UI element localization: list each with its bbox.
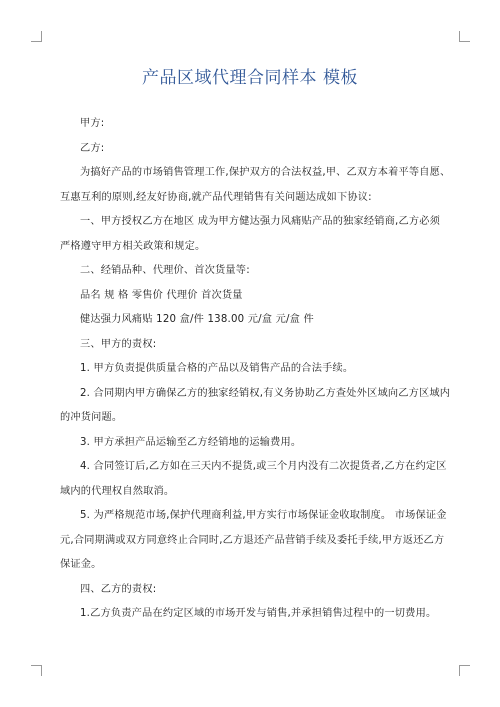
paragraph-line: 四、乙方的责权: xyxy=(80,583,157,595)
paragraph-line: 域内的代理权自然取消。 xyxy=(60,485,175,497)
paragraph-line: 1.乙方负责产品在约定区域的市场开发与销售,并承担销售过程中的一切费用。 xyxy=(80,608,437,619)
paragraph-line: 4. 合同签订后,乙方如在三天内不提货,或三个月内没有二次提货者,乙方在约定区 xyxy=(80,461,447,472)
corner-mark-bottom-left xyxy=(31,665,42,676)
document-body xyxy=(60,112,451,627)
paragraph-line: 甲方: xyxy=(80,118,105,129)
paragraph-line: 品名 规 格 零售价 代理价 首次货量 xyxy=(80,289,243,301)
paragraph-line: 元,合同期满或双方同意终止合同时,乙方退还产品营销手续及委托手续,甲方返还乙方 xyxy=(60,534,445,546)
paragraph-line: 2. 合同期内甲方确保乙方的独家经销权,有义务协助乙方查处外区域向乙方区域内 xyxy=(80,387,451,399)
paragraph-line: 为搞好产品的市场销售管理工作,保护双方的合法权益,甲、乙双方本着平等自愿、 xyxy=(80,167,451,178)
paragraph-line: 严格遵守甲方相关政策和规定。 xyxy=(60,240,206,252)
paragraph-line: 一、甲方授权乙方在地区 成为甲方健达强力风痛贴产品的独家经销商,乙方必须 xyxy=(80,216,441,227)
paragraph-line: 乙方: xyxy=(80,142,105,154)
paragraph-line: 的冲货问题。 xyxy=(60,412,123,423)
corner-mark-bottom-right xyxy=(459,665,470,676)
corner-mark-top-left xyxy=(31,31,42,42)
corner-mark-top-right xyxy=(459,31,470,42)
paragraph-line: 二、经销品种、代理价、首次货量等: xyxy=(80,265,250,276)
paragraph-line: 3. 甲方承担产品运输至乙方经销地的运输费用。 xyxy=(80,436,302,448)
paragraph-line: 三、甲方的责权: xyxy=(80,338,157,350)
paragraph-line: 互惠互利的原则,经友好协商,就产品代理销售有关问题达成如下协议: xyxy=(60,191,372,203)
paragraph-line: 1. 甲方负责提供质量合格的产品以及销售产品的合法手续。 xyxy=(80,363,354,374)
paragraph-line: 5. 为严格规范市场,保护代理商利益,甲方实行市场保证金收取制度。 市场保证金 xyxy=(80,510,447,521)
paragraph-line: 保证金。 xyxy=(60,559,102,570)
paragraph-line: 健达强力风痛贴 120 盒/件 138.00 元/盒 元/盒 件 xyxy=(80,314,314,325)
document-title: 产品区域代理合同样本 模板 xyxy=(142,68,358,88)
